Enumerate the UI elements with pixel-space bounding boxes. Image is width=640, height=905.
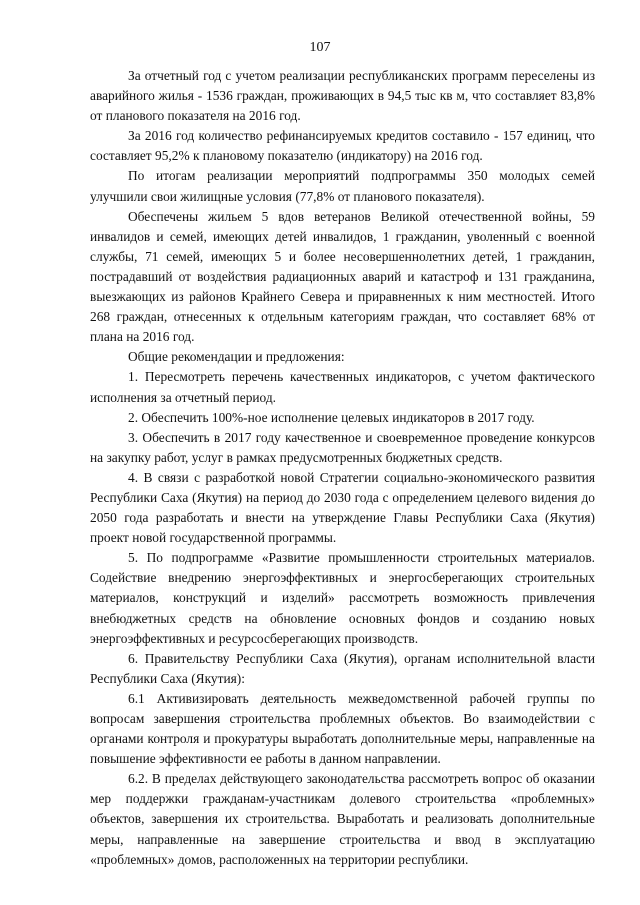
paragraph-recommendation-6-1: 6.1 Активизировать деятельность межведомственной рабочей группы по вопросам завершения строительства проблемных объектов. Во взаимодействии с органами контроля и прокуратуры выработать дополнительные меры, направленные на повышение эффективности ее работы в данном направлении.: [90, 690, 595, 767]
paragraph-recommendations-heading: Общие рекомендации и предложения:: [128, 349, 345, 365]
paragraph-recommendation-6: 6. Правительству Республики Саха (Якутия), органам исполнительной власти Республики Саха (Якутия):: [90, 650, 595, 686]
page-number: 107: [309, 40, 331, 55]
document-body: [90, 66, 595, 870]
paragraph-refinanced-credits: За 2016 год количество рефинансируемых кредитов составило - 157 единиц, что составляет 95,2% к плановому показателю (индикатору) на 2016 год.: [90, 128, 595, 164]
paragraph-young-families: По итогам реализации мероприятий подпрограммы 350 молодых семей улучшили свои жилищные условия (77,8% от планового показателя).: [90, 168, 595, 204]
paragraph-recommendation-2: 2. Обеспечить 100%-ное исполнение целевых индикаторов в 2017 году.: [128, 409, 535, 425]
paragraph-housing-categories: Обеспечены жильем 5 вдов ветеранов Великой отечественной войны, 59 инвалидов и семей, имеющих детей инвалидов, 1 гражданин, уволенный с военной службы, 71 семей, имеющих 5 и более несовершеннолетних детей, 1 гражданин, пострадавший от воздействия радиационных аварий и катастроф и 131 гражданина, выезжающих из районов Крайнего Севера и приравненных к ним местностей. Итого 268 граждан, отнесенных к отдельным категориям граждан, что составляет 68% от плана на 2016 год.: [90, 208, 595, 345]
paragraph-recommendation-1: 1. Пересмотреть перечень качественных индикаторов, с учетом фактического исполнения за отчетный период.: [90, 369, 595, 405]
paragraph-recommendation-4: 4. В связи с разработкой новой Стратегии социально-экономического развития Республики Саха (Якутия) на период до 2030 года с определением целевого видения до 2050 года разработать и внести на утверждение Главы Республики Саха (Якутия) проект новой государственной программы.: [90, 469, 595, 546]
paragraph-recommendation-3: 3. Обеспечить в 2017 году качественное и своевременное проведение конкурсов на закупку работ, услуг в рамках предусмотренных бюджетных средств.: [90, 429, 595, 465]
paragraph-recommendation-6-2: 6.2. В пределах действующего законодательства рассмотреть вопрос об оказании мер поддержки гражданам-участникам долевого строительства «проблемных» объектов, завершения их строительства. Выработать и реализовать дополнительные меры, направленные на завершение строительства и ввод в эксплуатацию «проблемных» домов, расположенных на территории республики.: [90, 771, 595, 867]
paragraph-resettlement: За отчетный год с учетом реализации республиканских программ переселены из аварийного жилья - 1536 граждан, проживающих в 94,5 тыс кв м, что составляет 83,8% от планового показателя на 2016 год.: [90, 68, 595, 124]
paragraph-recommendation-5: 5. По подпрограмме «Развитие промышленности строительных материалов. Содействие внедрению энергоэффективных и энергосберегающих строительных материалов, конструкций и изделий» рассмотреть возможность привлечения внебюджетных средств на обновление основных фондов и созданию новых энергоэффективных и ресурсосберегающих производств.: [90, 550, 595, 646]
